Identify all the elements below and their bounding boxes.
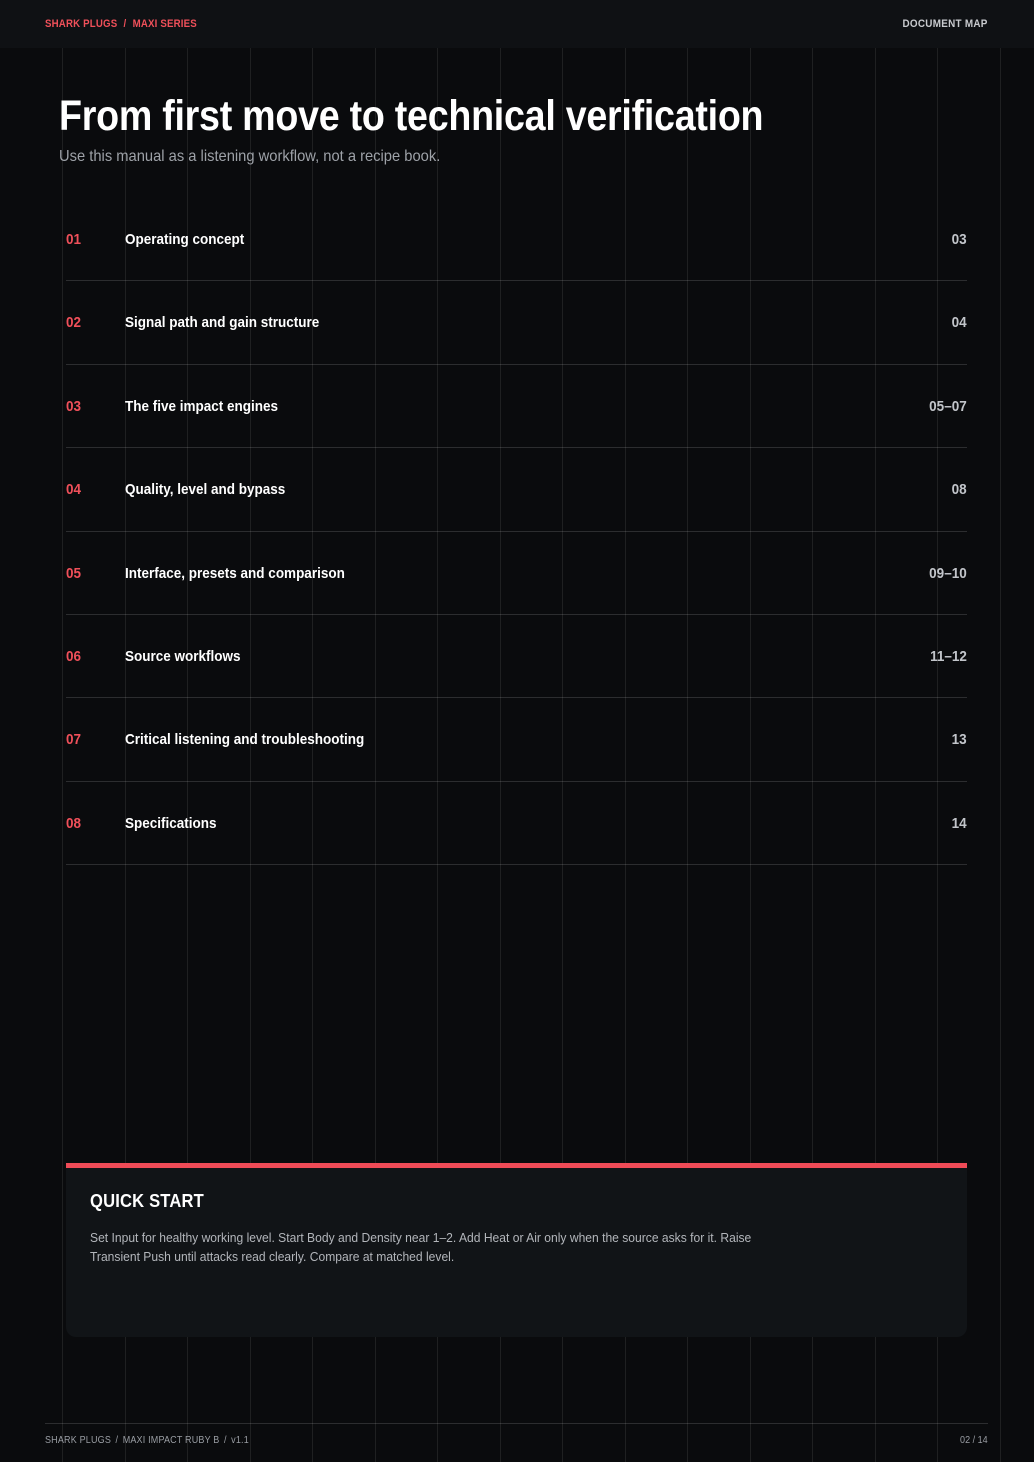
toc-title[interactable]: Critical listening and troubleshooting (125, 731, 365, 749)
breadcrumb-series[interactable]: MAXI SERIES (132, 18, 197, 30)
grid-line (62, 48, 63, 1462)
toc-row[interactable] (66, 532, 967, 615)
toc-title[interactable]: Source workflows (125, 647, 241, 665)
breadcrumb-separator: / (123, 18, 127, 30)
page-indicator: 02 / 14 (960, 1435, 988, 1446)
footer-separator: / (223, 1435, 227, 1446)
footer-document-info (45, 1435, 249, 1446)
toc-number: 01 (66, 231, 82, 248)
toc-row[interactable] (66, 448, 967, 531)
grid-line (1000, 48, 1001, 1462)
toc-page: 11–12 (930, 647, 967, 665)
footer-version: v1.1 (231, 1435, 249, 1446)
toc-row[interactable] (66, 698, 967, 781)
toc-page: 14 (951, 814, 967, 832)
toc-title[interactable]: Specifications (125, 814, 217, 832)
toc-number: 07 (66, 731, 82, 749)
toc-title[interactable]: The five impact engines (125, 397, 279, 415)
page-subtitle: Use this manual as a listening workflow, not a recipe book. (59, 148, 441, 165)
toc-number: 08 (66, 814, 82, 832)
toc-row[interactable] (66, 615, 967, 698)
toc-page: 08 (951, 481, 967, 499)
footer-separator: / (115, 1435, 119, 1446)
footer-product: MAXI IMPACT RUBY B (122, 1435, 220, 1446)
breadcrumb-brand[interactable]: SHARK PLUGS (45, 18, 118, 30)
toc-row[interactable] (66, 782, 967, 865)
toc-row[interactable] (66, 198, 967, 281)
toc-page: 03 (951, 231, 967, 248)
toc-number: 05 (66, 564, 82, 582)
quick-start-title: QUICK START (90, 1191, 204, 1211)
toc-page: 04 (951, 314, 967, 332)
toc-row[interactable] (66, 281, 967, 364)
toc-row[interactable] (66, 365, 967, 448)
toc-page: 09–10 (929, 564, 967, 582)
toc-number: 06 (66, 647, 82, 665)
breadcrumb (45, 18, 197, 30)
section-label: DOCUMENT MAP (902, 18, 988, 30)
toc-title[interactable]: Interface, presets and comparison (125, 564, 345, 582)
toc-number: 02 (66, 314, 82, 332)
top-bar (0, 0, 1034, 48)
table-of-contents (66, 198, 967, 865)
footer-brand: SHARK PLUGS (45, 1435, 112, 1446)
quick-start-body: Set Input for healthy working level. Start Body and Density near 1–2. Add Heat or Air only when the source asks for it. Raise Transient Push until attacks read clearly. Compare at matched level. (90, 1230, 752, 1264)
toc-number: 03 (66, 397, 82, 415)
page-title: From first move to technical verification (59, 92, 764, 140)
toc-title[interactable]: Signal path and gain structure (125, 314, 320, 332)
quick-start-panel (66, 1163, 967, 1337)
toc-title[interactable]: Operating concept (125, 231, 245, 248)
toc-number: 04 (66, 481, 82, 499)
toc-title[interactable]: Quality, level and bypass (125, 481, 286, 499)
toc-page: 13 (951, 731, 967, 749)
toc-page: 05–07 (929, 397, 967, 415)
footer-divider (45, 1423, 988, 1424)
